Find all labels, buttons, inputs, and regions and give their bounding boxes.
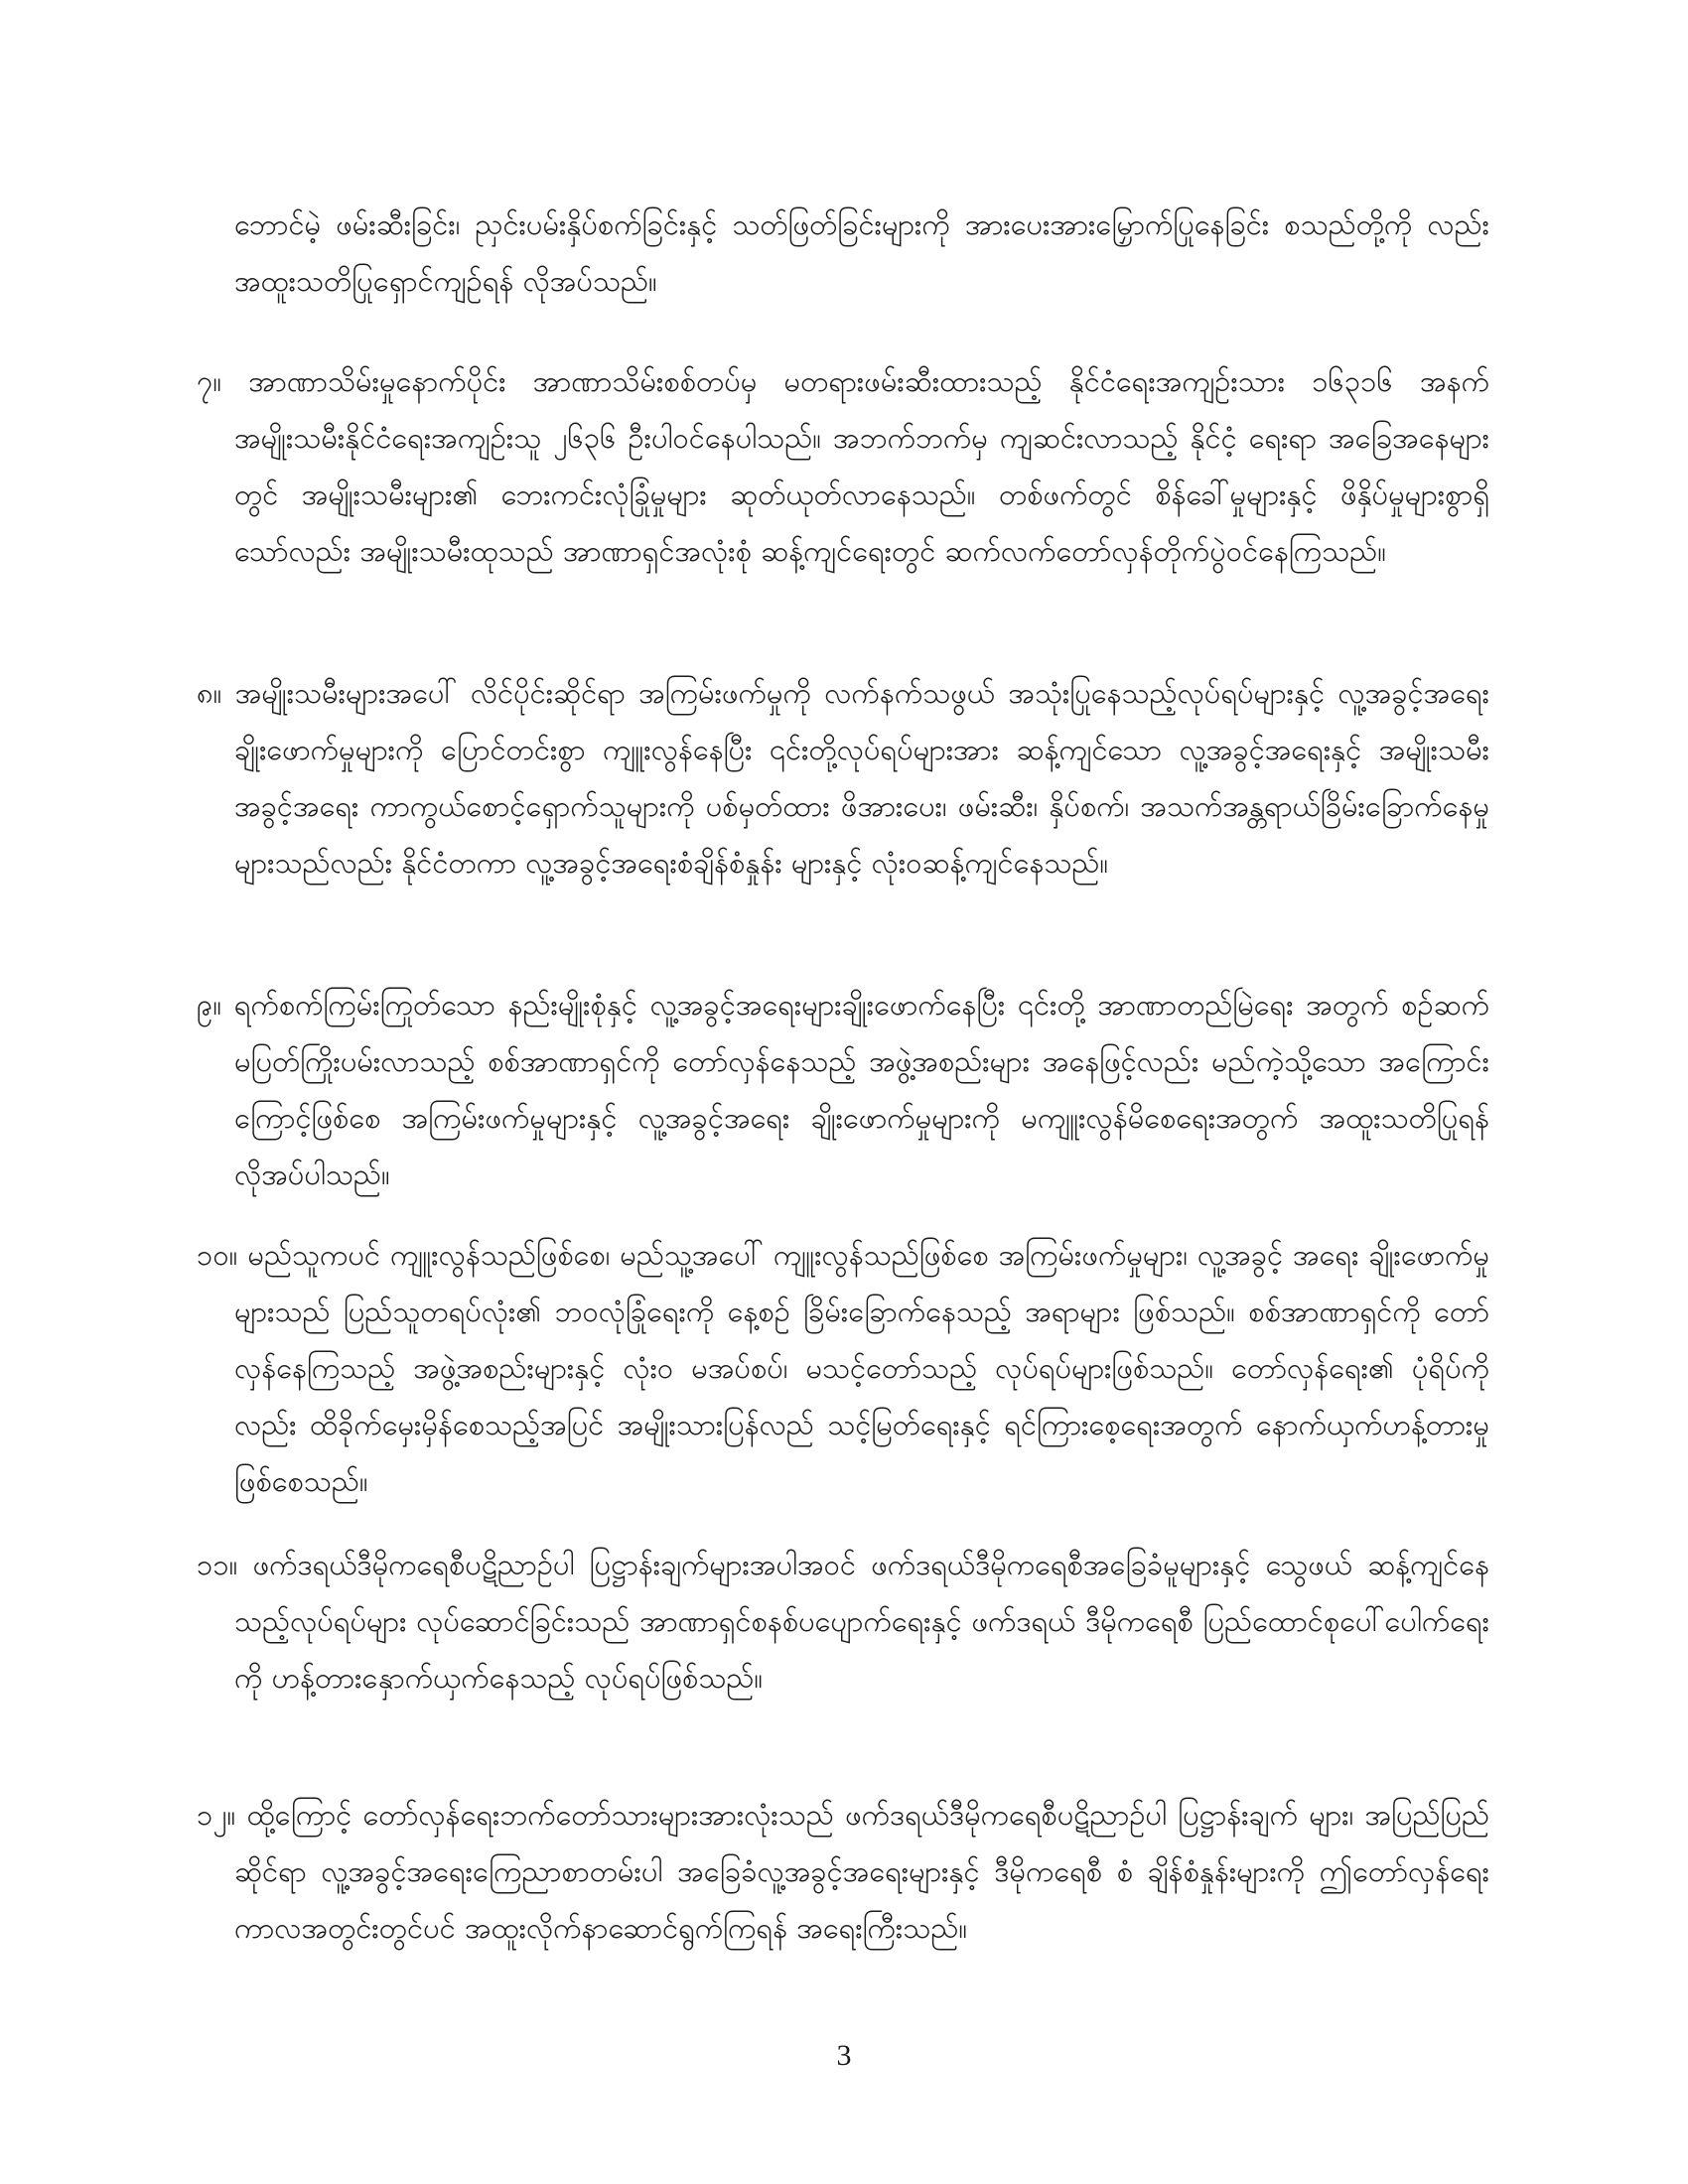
paragraph-number: ၁၁။	[197, 1548, 238, 1581]
paragraph-number: ၇။	[197, 364, 222, 398]
paragraph-10	[197, 1227, 1489, 1510]
paragraph-text: ရက်စက်ကြမ်းကြုတ်သော နည်းမျိုးစုံနှင့် လူ့အခွင့်အရေးများချိုးဖောက်နေပြီး ၎င်းတို့ အာဏာတည်မြဲရေး အတွက် စဉ်ဆက်မပြတ်ကြိုးပမ်းလာသည့် စစ်အာဏာရှင်ကို တော်လှန်နေသည့် အဖွဲ့အစည်းများ အနေဖြင့်လည်း မည်ကဲ့သို့သော အကြောင်းကြောင့်ဖြစ်စေ အကြမ်းဖက်မှုများနှင့် လူ့အခွင့်အရေး ချိုးဖောက်မှုများကို မကျူးလွန်မိစေရေးအတွက် အထူးသတိပြုရန် လိုအပ်ပါသည်။	[233, 988, 1489, 1191]
paragraph-number: ၈။	[197, 676, 222, 710]
paragraph-number: ၁၂။	[197, 1798, 236, 1832]
paragraph-text: အာဏာသိမ်းမှုနောက်ပိုင်း အာဏာသိမ်းစစ်တပ်မှ မတရားဖမ်းဆီးထားသည့် နိုင်ငံရေးအကျဉ်းသား ၁၆၃၁၆ အနက် အမျိုးသမီးနိုင်ငံရေးအကျဉ်းသူ ၂၆၃၆ ဦးပါဝင်နေပါသည်။ အဘက်ဘက်မှ ကျဆင်းလာသည့် နိုင်ငံ့ ရေးရာ အခြေအနေများတွင် အမျိုးသမီးများ၏ ဘေးကင်းလုံခြုံမှုများ ဆုတ်ယုတ်လာနေသည်။ တစ်ဖက်တွင် စိန်ခေါ်မှုများနှင့် ဖိနှိပ်မှုများစွာရှိသော်လည်း အမျိုးသမီးထုသည် အာဏာရှင်အလုံးစုံ ဆန့်ကျင်ရေးတွင် ဆက်လက်တော်လှန်တိုက်ပွဲဝင်နေကြသည်။	[234, 364, 1489, 568]
paragraph-text: ထို့ကြောင့် တော်လှန်ရေးဘက်တော်သားများအားလုံးသည် ဖက်ဒရယ်ဒီမိုကရေစီပဋိညာဉ်ပါ ပြဋ္ဌာန်းချက် များ၊ အပြည်ပြည်ဆိုင်ရာ လူ့အခွင့်အရေးကြေညာစာတမ်းပါ အခြေခံလူ့အခွင့်အရေးများနှင့် ဒီမိုကရေစီ စံ ချိန်စံနှုန်းများကို ဤတော်လှန်ရေးကာလအတွင်းတွင်ပင် အထူးလိုက်နာဆောင်ရွက်ကြရန် အရေးကြီးသည်။	[234, 1798, 1490, 1945]
paragraph-8	[197, 665, 1489, 891]
paragraph-text: မည်သူကပင် ကျူးလွန်သည်ဖြစ်စေ၊ မည်သူ့အပေါ် ကျူးလွန်သည်ဖြစ်စေ အကြမ်းဖက်မှုများ၊ လူ့အခွင့် အရေး ချိုးဖောက်မှုများသည် ပြည်သူတရပ်လုံး၏ ဘဝလုံခြုံရေးကို နေ့စဉ် ခြိမ်းခြောက်နေသည့် အရာများ ဖြစ်သည်။ စစ်အာဏာရှင်ကို တော်လှန်နေကြသည့် အဖွဲ့အစည်းများနှင့် လုံးဝ မအပ်စပ်၊ မသင့်တော်သည့် လုပ်ရပ်များဖြစ်သည်။ တော်လှန်ရေး၏ ပုံရိပ်ကိုလည်း ထိခိုက်မှေးမှိန်စေသည့်အပြင် အမျိုးသားပြန်လည် သင့်မြတ်ရေးနှင့် ရင်ကြားစေ့ရေးအတွက် နောက်ယှက်ဟန့်တားမှုဖြစ်စေသည်။	[234, 1238, 1489, 1498]
paragraph-9	[197, 977, 1489, 1203]
page-number: 3	[836, 2039, 852, 2072]
paragraph-number: ၉။	[197, 988, 222, 1022]
paragraph-text: ဖက်ဒရယ်ဒီမိုကရေစီပဋိညာဉ်ပါ ပြဋ္ဌာန်းချက်များအပါအဝင် ဖက်ဒရယ်ဒီမိုကရေစီအခြေခံမူများနှင့် သွေဖယ် ဆန့်ကျင်နေသည့်လုပ်ရပ်များ လုပ်ဆောင်ခြင်းသည် အာဏာရှင်စနစ်ပပျောက်ရေးနှင့် ဖက်ဒရယ် ဒီမိုကရေစီ ပြည်ထောင်စုပေါ်ပေါက်ရေးကို ဟန့်တားနှောက်ယှက်နေသည့် လုပ်ရပ်ဖြစ်သည်။	[234, 1548, 1489, 1695]
paragraph-7	[197, 353, 1489, 580]
paragraph-text: အမျိုးသမီးများအပေါ် လိင်ပိုင်းဆိုင်ရာ အကြမ်းဖက်မှုကို လက်နက်သဖွယ် အသုံးပြုနေသည့်လုပ်ရပ်များနှင့် လူ့အခွင့်အရေး ချိုးဖောက်မှုများကို ပြောင်တင်းစွာ ကျူးလွန်နေပြီး ၎င်းတို့လုပ်ရပ်များအား ဆန့်ကျင်သော လူ့အခွင့်အရေးနှင့် အမျိုးသမီးအခွင့်အရေး ကာကွယ်စောင့်ရှောက်သူများကို ပစ်မှတ်ထား ဖိအားပေး၊ ဖမ်းဆီး၊ နှိပ်စက်၊ အသက်အန္တရာယ်ခြိမ်းခြောက်နေမှုများသည်လည်း နိုင်ငံတကာ လူ့အခွင့်အရေးစံချိန်စံနှုန်း များနှင့် လုံးဝဆန့်ကျင်နေသည်။	[234, 676, 1489, 880]
paragraph-12	[197, 1787, 1489, 1957]
paragraph-text: ဘောင်မဲ့ ဖမ်းဆီးခြင်း၊ ညှင်းပမ်းနှိပ်စက်ခြင်းနှင့် သတ်ဖြတ်ခြင်းများကို အားပေးအားမြှောက်ပြုနေခြင်း စသည်တို့ကို လည်း အထူးသတိပြုရှောင်ကျဉ်ရန် လိုအပ်သည်။	[234, 207, 1489, 298]
paragraph-continuation	[234, 197, 1489, 310]
paragraph-number: ၁၀။	[197, 1238, 238, 1272]
paragraph-11	[197, 1537, 1489, 1706]
